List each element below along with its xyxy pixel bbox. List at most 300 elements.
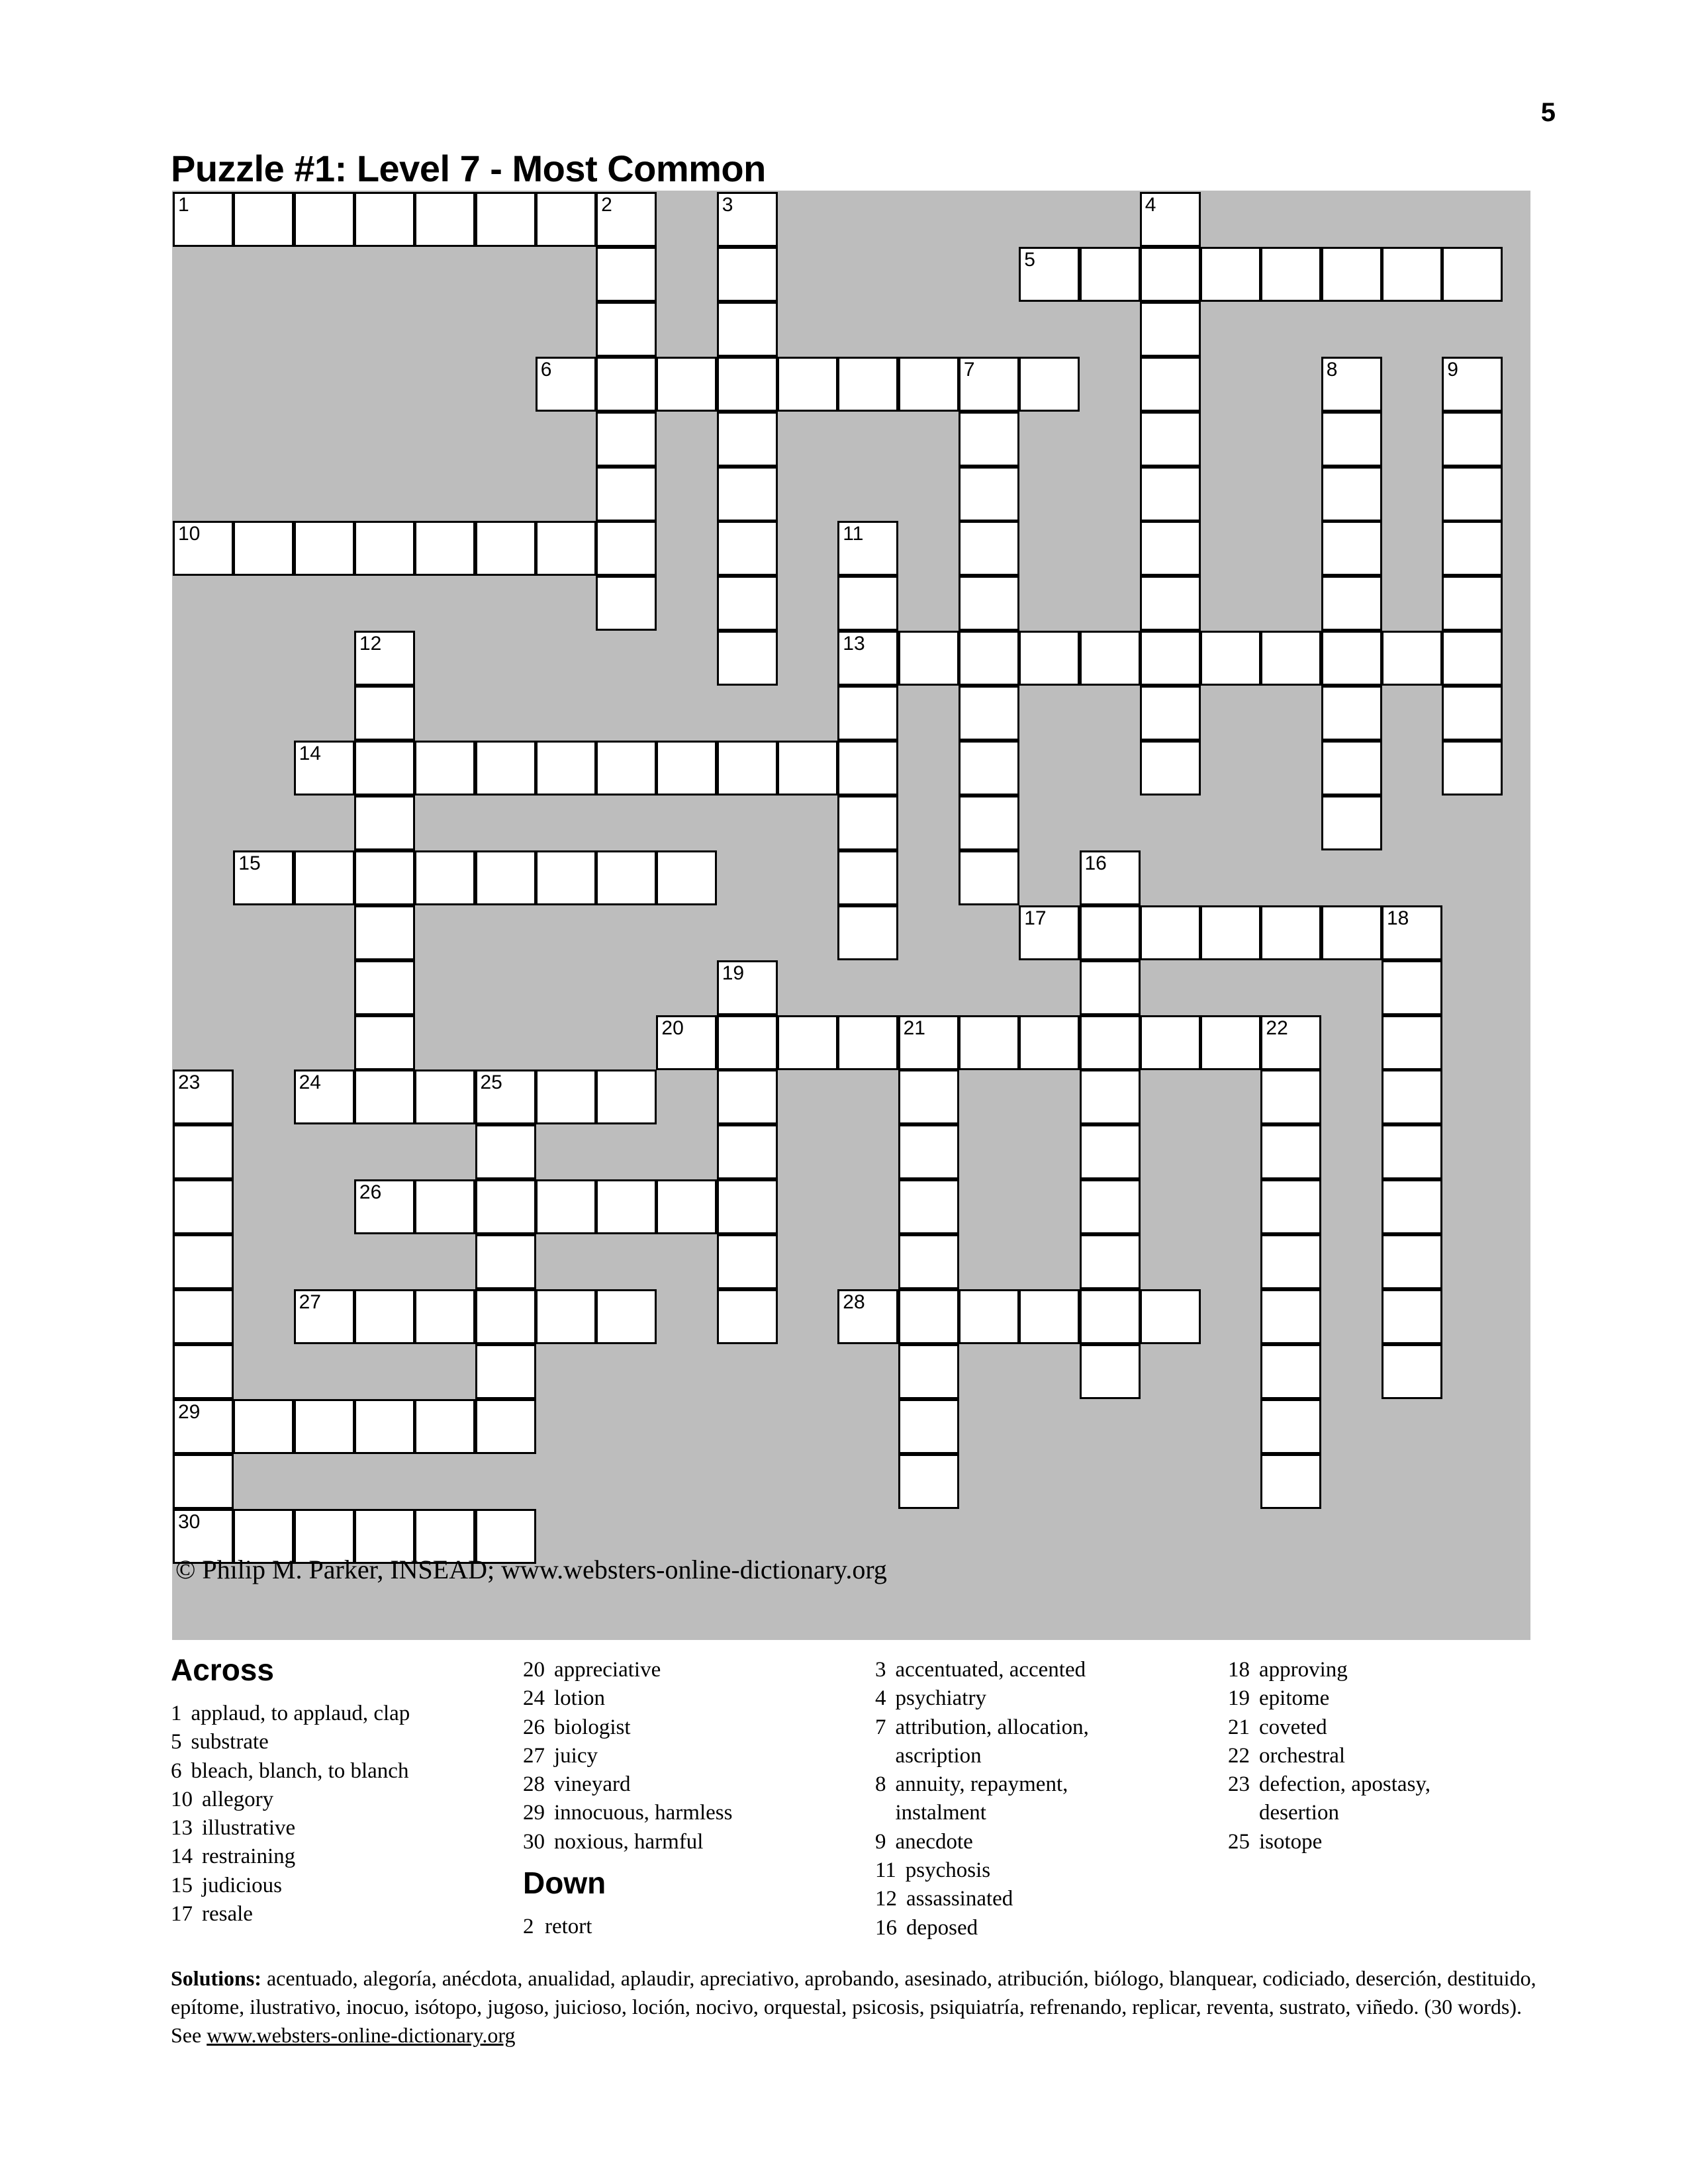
grid-cell[interactable] [536, 1069, 596, 1124]
grid-cell[interactable] [1442, 412, 1503, 467]
grid-cell[interactable] [1080, 850, 1141, 905]
grid-cell[interactable] [656, 741, 717, 796]
clue-number: 21 [1228, 1715, 1250, 1739]
grid-cell[interactable] [1382, 905, 1442, 960]
grid-cell[interactable] [536, 357, 596, 412]
grid-cell[interactable] [717, 741, 778, 796]
clue-number: 3 [875, 1658, 886, 1682]
clue-text: defection, apostasy, desertion [1259, 1772, 1431, 1825]
clue-number: 30 [523, 1829, 545, 1854]
clue-number-label: 23 [178, 1071, 201, 1094]
grid-cell[interactable] [233, 850, 294, 905]
grid-cell[interactable] [414, 1289, 475, 1344]
clue-item [1228, 1828, 1539, 1856]
grid-cell[interactable] [596, 1069, 657, 1124]
grid-cell[interactable] [1260, 1454, 1321, 1509]
clue-number-label: 25 [480, 1071, 502, 1094]
grid-cell[interactable] [536, 192, 596, 247]
grid-cell[interactable] [1260, 1124, 1321, 1179]
grid-cell[interactable] [536, 1289, 596, 1344]
grid-cell[interactable] [294, 850, 355, 905]
grid-cell[interactable] [354, 1399, 415, 1454]
grid-cell[interactable] [898, 1399, 959, 1454]
grid-cell[interactable] [717, 357, 778, 412]
copyright-notice: © Philip M. Parker, INSEAD; www.websters-online-dictionary.org [175, 1555, 887, 1584]
grid-cell[interactable] [717, 1124, 778, 1179]
grid-cell[interactable] [1382, 631, 1442, 686]
grid-cell[interactable] [898, 1234, 959, 1289]
clue-number: 15 [171, 1873, 193, 1897]
grid-cell[interactable] [1140, 192, 1201, 247]
grid-cell[interactable] [1382, 1289, 1442, 1344]
grid-cell[interactable] [596, 302, 657, 357]
grid-cell[interactable] [414, 1399, 475, 1454]
clue-number-label: 3 [722, 194, 733, 216]
grid-cell[interactable] [837, 521, 898, 576]
grid-cell[interactable] [959, 357, 1019, 412]
grid-cell[interactable] [1260, 1069, 1321, 1124]
page-number: 5 [1540, 98, 1556, 127]
grid-cell[interactable] [173, 1179, 234, 1234]
grid-cell[interactable] [1442, 247, 1503, 302]
grid-cell[interactable] [837, 686, 898, 741]
grid-cell[interactable] [898, 631, 959, 686]
grid-cell[interactable] [717, 631, 778, 686]
grid-cell[interactable] [294, 1399, 355, 1454]
grid-cell[interactable] [1442, 576, 1503, 631]
grid-cell[interactable] [414, 850, 475, 905]
grid-cell[interactable] [1019, 631, 1080, 686]
across-heading: Across [171, 1653, 274, 1687]
grid-cell[interactable] [1140, 357, 1201, 412]
grid-cell[interactable] [1382, 1069, 1442, 1124]
grid-cell[interactable] [837, 576, 898, 631]
grid-cell[interactable] [475, 1069, 536, 1124]
clue-text: innocuous, harmless [554, 1801, 733, 1825]
clue-item [875, 1713, 1186, 1771]
grid-cell[interactable] [1321, 521, 1382, 576]
grid-cell[interactable] [1321, 631, 1382, 686]
grid-cell[interactable] [656, 1179, 717, 1234]
grid-cell[interactable] [717, 247, 778, 302]
grid-cell[interactable] [959, 850, 1019, 905]
grid-cell[interactable] [1260, 247, 1321, 302]
grid-cell[interactable] [1442, 467, 1503, 522]
clue-number: 12 [875, 1887, 897, 1911]
grid-cell[interactable] [475, 521, 536, 576]
clue-text: vineyard [554, 1772, 631, 1797]
clue-item [1228, 1742, 1539, 1770]
clue-number-label: 12 [359, 633, 382, 655]
grid-cell[interactable] [173, 1399, 234, 1454]
grid-cell[interactable] [536, 850, 596, 905]
clue-item [1228, 1684, 1539, 1713]
grid-cell[interactable] [596, 412, 657, 467]
grid-cell[interactable] [837, 1289, 898, 1344]
grid-cell[interactable] [1321, 741, 1382, 796]
clue-item [523, 1656, 841, 1684]
clue-number-label: 29 [178, 1400, 201, 1423]
grid-cell[interactable] [1321, 357, 1382, 412]
grid-cell[interactable] [354, 741, 415, 796]
clue-number: 22 [1228, 1743, 1250, 1768]
grid-cell[interactable] [1260, 1344, 1321, 1399]
clue-number: 25 [1228, 1829, 1250, 1854]
grid-cell[interactable] [1321, 905, 1382, 960]
grid-cell[interactable] [294, 1289, 355, 1344]
grid-cell[interactable] [717, 576, 778, 631]
grid-cell[interactable] [414, 521, 475, 576]
clue-number: 20 [523, 1658, 545, 1682]
grid-cell[interactable] [1140, 576, 1201, 631]
grid-cell[interactable] [596, 357, 657, 412]
clue-item [875, 1856, 1186, 1885]
grid-cell[interactable] [1080, 905, 1141, 960]
clue-text: restraining [202, 1844, 296, 1869]
grid-cell[interactable] [173, 1344, 234, 1399]
clue-number: 8 [875, 1772, 886, 1797]
clue-number: 13 [171, 1816, 193, 1841]
clue-text: assassinated [906, 1887, 1013, 1911]
clue-item [875, 1684, 1186, 1713]
grid-cell[interactable] [898, 1069, 959, 1124]
grid-cell[interactable] [1442, 357, 1503, 412]
grid-cell[interactable] [1321, 247, 1382, 302]
grid-cell[interactable] [596, 192, 657, 247]
clue-number-label: 21 [903, 1017, 925, 1039]
grid-cell[interactable] [1019, 1015, 1080, 1070]
clue-text: deposed [906, 1915, 978, 1940]
clue-text: applaud, to applaud, clap [191, 1702, 410, 1725]
grid-cell[interactable] [1321, 796, 1382, 850]
clue-number: 17 [171, 1902, 193, 1927]
grid-cell[interactable] [475, 741, 536, 796]
grid-cell[interactable] [1442, 631, 1503, 686]
grid-cell[interactable] [354, 1289, 415, 1344]
solutions-link[interactable]: www.websters-online-dictionary.org [207, 2023, 516, 2047]
grid-cell[interactable] [1140, 1015, 1201, 1070]
grid-cell[interactable] [1140, 412, 1201, 467]
clue-down-2 [523, 1913, 841, 1941]
clue-text: bleach, blanch, to blanch [191, 1758, 409, 1783]
grid-cell[interactable] [1140, 467, 1201, 522]
clue-number-label: 19 [722, 962, 745, 984]
grid-cell[interactable] [717, 1234, 778, 1289]
grid-cell[interactable] [777, 357, 838, 412]
grid-cell[interactable] [1200, 631, 1261, 686]
grid-cell[interactable] [959, 576, 1019, 631]
grid-cell[interactable] [1260, 1399, 1321, 1454]
clue-text: substrate [191, 1730, 269, 1754]
clue-column-3 [875, 1656, 1186, 1942]
grid-cell[interactable] [1080, 1124, 1141, 1179]
clue-text: psychosis [905, 1858, 991, 1883]
grid-cell[interactable] [1200, 905, 1261, 960]
grid-cell[interactable] [475, 850, 536, 905]
clue-number: 9 [875, 1829, 886, 1854]
clue-column-2 [523, 1656, 841, 1856]
grid-cell[interactable] [959, 1289, 1019, 1344]
clue-text: epitome [1259, 1686, 1330, 1711]
grid-cell[interactable] [354, 905, 415, 960]
grid-cell[interactable] [173, 521, 234, 576]
grid-cell[interactable] [898, 1289, 959, 1344]
grid-cell[interactable] [1260, 1015, 1321, 1070]
clue-number: 1 [171, 1702, 182, 1725]
clue-item [523, 1799, 841, 1827]
grid-cell[interactable] [173, 1124, 234, 1179]
grid-cell[interactable] [1080, 1179, 1141, 1234]
grid-cell[interactable] [959, 1015, 1019, 1070]
grid-cell[interactable] [837, 631, 898, 686]
clue-item [875, 1885, 1186, 1913]
grid-cell[interactable] [717, 302, 778, 357]
grid-cell[interactable] [294, 741, 355, 796]
solutions-text: acentuado, alegoría, anécdota, anualidad, aplaudir, apreciativo, aprobando, asesinado, atribución, biólogo, blanquear, codiciado, deserción, destituido, epítome, ilustrativo, inocuo, isótopo, jugoso, juicioso, loción, nocivo, orquestal, psicosis, psiquiatría, refrenando, replicar, reventa, sustrato, viñedo. (30 words). See [171, 1966, 1536, 2047]
grid-cell[interactable] [1260, 631, 1321, 686]
grid-cell[interactable] [596, 850, 657, 905]
grid-cell[interactable] [1019, 357, 1080, 412]
grid-cell[interactable] [959, 741, 1019, 796]
grid-cell[interactable] [354, 521, 415, 576]
grid-cell[interactable] [294, 1069, 355, 1124]
grid-cell[interactable] [959, 686, 1019, 741]
clue-number-label: 2 [601, 194, 612, 216]
grid-cell[interactable] [596, 521, 657, 576]
clue-number-label: 4 [1145, 194, 1156, 216]
grid-cell[interactable] [1321, 576, 1382, 631]
clue-column-1 [171, 1700, 489, 1929]
clue-number-label: 30 [178, 1510, 201, 1533]
grid-cell[interactable] [1080, 1069, 1141, 1124]
grid-cell[interactable] [1080, 247, 1141, 302]
grid-cell[interactable] [294, 192, 355, 247]
clue-number-label: 5 [1024, 248, 1035, 271]
grid-cell[interactable] [959, 796, 1019, 850]
grid-cell[interactable] [354, 1179, 415, 1234]
grid-cell[interactable] [717, 192, 778, 247]
clue-number-label: 15 [238, 852, 261, 874]
grid-cell[interactable] [1080, 1015, 1141, 1070]
grid-cell[interactable] [717, 521, 778, 576]
solutions-label: Solutions: [171, 1966, 261, 1990]
grid-cell[interactable] [898, 357, 959, 412]
grid-cell[interactable] [233, 192, 294, 247]
grid-cell[interactable] [1200, 1015, 1261, 1070]
clue-number: 6 [171, 1758, 182, 1783]
grid-cell[interactable] [1080, 1289, 1141, 1344]
clue-text: isotope [1259, 1829, 1323, 1854]
grid-cell[interactable] [173, 1069, 234, 1124]
clue-item [1228, 1713, 1539, 1742]
grid-cell[interactable] [354, 850, 415, 905]
grid-cell[interactable] [354, 631, 415, 686]
grid-cell[interactable] [414, 1179, 475, 1234]
grid-cell[interactable] [1140, 247, 1201, 302]
grid-cell[interactable] [959, 467, 1019, 522]
grid-cell[interactable] [414, 1069, 475, 1124]
clue-item [875, 1828, 1186, 1856]
grid-cell[interactable] [1321, 686, 1382, 741]
grid-cell[interactable] [354, 1069, 415, 1124]
clue-number-label: 9 [1447, 358, 1458, 381]
grid-cell[interactable] [475, 1344, 536, 1399]
grid-cell[interactable] [1321, 412, 1382, 467]
grid-cell[interactable] [656, 1015, 717, 1070]
clue-number: 14 [171, 1844, 193, 1869]
grid-cell[interactable] [837, 850, 898, 905]
grid-cell[interactable] [1260, 1234, 1321, 1289]
clue-text: appreciative [554, 1658, 661, 1682]
grid-cell[interactable] [1382, 1015, 1442, 1070]
clue-number: 16 [875, 1915, 897, 1940]
clue-text: retort [545, 1915, 592, 1938]
grid-cell[interactable] [596, 1179, 657, 1234]
grid-cell[interactable] [1140, 905, 1201, 960]
clue-number-label: 7 [963, 358, 975, 381]
grid-cell[interactable] [536, 1179, 596, 1234]
grid-cell[interactable] [354, 686, 415, 741]
clue-number: 27 [523, 1743, 545, 1768]
clue-number: 11 [875, 1858, 896, 1883]
grid-cell[interactable] [294, 521, 355, 576]
grid-cell[interactable] [1442, 686, 1503, 741]
down-heading: Down [523, 1866, 606, 1900]
grid-cell[interactable] [777, 741, 838, 796]
grid-cell[interactable] [596, 576, 657, 631]
clue-number-label: 24 [299, 1071, 321, 1094]
grid-cell[interactable] [837, 796, 898, 850]
clue-number: 7 [875, 1715, 886, 1739]
clue-text: anecdote [895, 1829, 973, 1854]
grid-cell[interactable] [1140, 302, 1201, 357]
grid-cell[interactable] [596, 467, 657, 522]
grid-cell[interactable] [898, 1454, 959, 1509]
grid-cell[interactable] [717, 1069, 778, 1124]
clue-text: illustrative [202, 1816, 296, 1841]
grid-cell[interactable] [536, 521, 596, 576]
grid-cell[interactable] [717, 1015, 778, 1070]
grid-cell[interactable] [475, 1289, 536, 1344]
grid-cell[interactable] [898, 1015, 959, 1070]
grid-cell[interactable] [1382, 247, 1442, 302]
grid-cell[interactable] [475, 192, 536, 247]
grid-cell[interactable] [414, 192, 475, 247]
grid-cell[interactable] [173, 1289, 234, 1344]
clue-number-label: 16 [1084, 852, 1107, 874]
grid-cell[interactable] [1382, 1124, 1442, 1179]
grid-cell[interactable] [596, 1289, 657, 1344]
grid-cell[interactable] [717, 960, 778, 1015]
grid-cell[interactable] [959, 631, 1019, 686]
grid-cell[interactable] [475, 1399, 536, 1454]
clue-number: 5 [171, 1730, 182, 1754]
grid-cell[interactable] [1382, 960, 1442, 1015]
grid-cell[interactable] [233, 1399, 294, 1454]
grid-cell[interactable] [717, 467, 778, 522]
grid-cell[interactable] [414, 741, 475, 796]
clue-text: biologist [554, 1715, 631, 1739]
grid-cell[interactable] [233, 521, 294, 576]
grid-cell[interactable] [837, 905, 898, 960]
grid-cell[interactable] [777, 1015, 838, 1070]
grid-cell[interactable] [354, 796, 415, 850]
grid-cell[interactable] [1260, 1289, 1321, 1344]
grid-cell[interactable] [898, 1124, 959, 1179]
clue-number-label: 27 [299, 1291, 321, 1313]
grid-cell[interactable] [1442, 741, 1503, 796]
grid-cell[interactable] [1382, 1179, 1442, 1234]
clue-number-label: 22 [1266, 1017, 1288, 1039]
clue-item [171, 1900, 489, 1929]
grid-cell[interactable] [1382, 1234, 1442, 1289]
clue-number-label: 11 [843, 523, 864, 545]
clue-text: judicious [202, 1873, 282, 1897]
grid-cell[interactable] [837, 357, 898, 412]
grid-cell[interactable] [1019, 1289, 1080, 1344]
grid-cell[interactable] [837, 1015, 898, 1070]
grid-cell[interactable] [1080, 631, 1141, 686]
grid-cell[interactable] [959, 521, 1019, 576]
grid-cell[interactable] [1019, 905, 1080, 960]
grid-cell[interactable] [656, 357, 717, 412]
grid-cell[interactable] [898, 1179, 959, 1234]
grid-cell[interactable] [898, 1344, 959, 1399]
clue-text: psychiatry [895, 1686, 986, 1711]
grid-cell[interactable] [1140, 1289, 1201, 1344]
grid-cell[interactable] [837, 741, 898, 796]
grid-cell[interactable] [475, 1234, 536, 1289]
grid-cell[interactable] [536, 741, 596, 796]
clue-number-label: 1 [178, 194, 189, 216]
grid-cell[interactable] [354, 960, 415, 1015]
clue-item [171, 1814, 489, 1843]
grid-cell[interactable] [475, 1179, 536, 1234]
grid-cell[interactable] [475, 1124, 536, 1179]
grid-cell[interactable] [1382, 1344, 1442, 1399]
grid-cell[interactable] [1140, 741, 1201, 796]
grid-cell[interactable] [717, 412, 778, 467]
grid-cell[interactable] [1080, 1344, 1141, 1399]
grid-cell[interactable] [1260, 1179, 1321, 1234]
grid-cell[interactable] [717, 1179, 778, 1234]
grid-cell[interactable] [1321, 467, 1382, 522]
clue-text: approving [1259, 1658, 1348, 1682]
grid-cell[interactable] [354, 1015, 415, 1070]
grid-cell[interactable] [1140, 686, 1201, 741]
grid-cell[interactable] [1140, 631, 1201, 686]
grid-cell[interactable] [1080, 960, 1141, 1015]
grid-cell[interactable] [1200, 247, 1261, 302]
grid-cell[interactable] [173, 1454, 234, 1509]
grid-cell[interactable] [1260, 905, 1321, 960]
grid-cell[interactable] [1019, 247, 1080, 302]
grid-cell[interactable] [596, 741, 657, 796]
grid-cell[interactable] [596, 247, 657, 302]
grid-cell[interactable] [717, 1289, 778, 1344]
clue-number-label: 28 [843, 1291, 865, 1313]
grid-cell[interactable] [173, 1234, 234, 1289]
clue-number-label: 17 [1024, 907, 1047, 929]
grid-cell[interactable] [959, 412, 1019, 467]
grid-cell[interactable] [1080, 1234, 1141, 1289]
clue-text: orchestral [1259, 1743, 1346, 1768]
grid-cell[interactable] [1442, 521, 1503, 576]
grid-cell[interactable] [656, 850, 717, 905]
grid-cell[interactable] [1140, 521, 1201, 576]
grid-cell[interactable] [354, 192, 415, 247]
grid-cell[interactable] [173, 192, 234, 247]
